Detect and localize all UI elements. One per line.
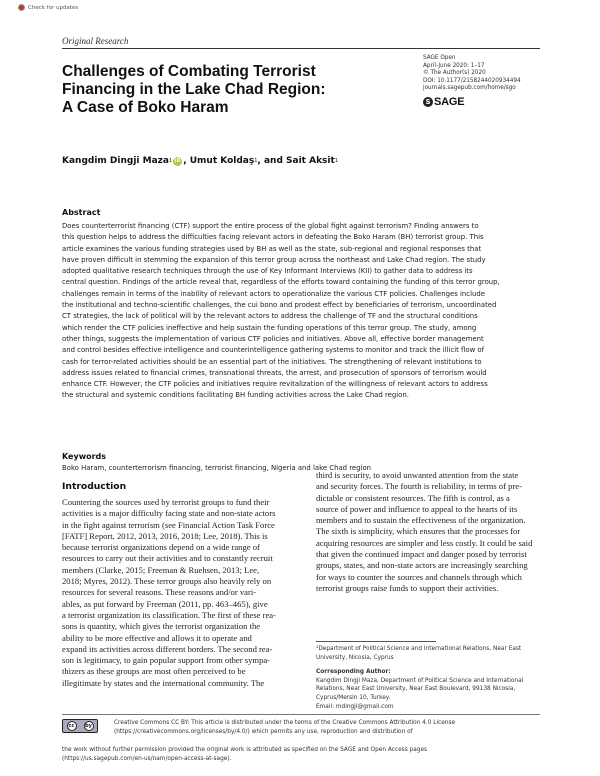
- corresponding-author-heading: Corresponding Author:: [316, 669, 391, 676]
- body-line: because terrorist organizations depend on a wide range of: [62, 542, 260, 553]
- cc-icon: cc: [67, 721, 77, 731]
- body-line: and security forces. The fourth is reliability, in terms of pre-: [316, 481, 522, 492]
- affiliation-marker: 1: [334, 158, 338, 164]
- body-line: 2018; Myres, 2012). These terror groups also heavily rely on: [62, 576, 272, 587]
- journal-meta: [423, 55, 548, 93]
- body-line: members (Clarke, 2015; Freeman & Ruehsen, 2013; Lee,: [62, 564, 260, 575]
- license-text-continued: [62, 746, 427, 765]
- abstract-line: cash for terror-related activities should be an essential part of the initiatives. The strengthening of relevant institutions to: [62, 357, 482, 366]
- author-name: Kangdim Dingji Maza: [62, 156, 169, 166]
- license-text: [114, 719, 455, 738]
- abstract-line: CT strategies, the lack of political will by the relevant actors to address the challenge of TF and the structural conditions: [62, 312, 478, 321]
- abstract-line: article examines the various funding strategies used by BH as well as the state, sub-regional and regional responses that: [62, 244, 482, 253]
- cc-by-badge[interactable]: [62, 719, 98, 733]
- abstract-line: central question. Findings of the article reveal that, regardless of the efforts toward containing the funding of this terror group,: [62, 278, 500, 287]
- body-line: [FATF] Report, 2012, 2013, 2016, 2018; Lee, 2018). This is: [62, 530, 268, 541]
- body-line: The sixth is simplicity, which ensures that the processes for: [316, 526, 521, 537]
- footnote-divider: [316, 641, 436, 642]
- body-line: activities is a major difficulty facing state and non-state actors: [62, 508, 276, 519]
- body-line: son is legitimacy, to gain popular support from other sympa-: [62, 655, 271, 666]
- abstract-line: enhance CTF. However, the CTF policies and initiatives require revitalization of the willingness of relevant actors to address: [62, 380, 488, 389]
- body-line: a terrorist organization its classification. The first of these rea-: [62, 609, 276, 620]
- abstract-line: have proven difficult in stemming the expansion of this terror group across the northeast and Lake Chad region. The study: [62, 255, 486, 264]
- affiliation-line: ¹Department of Political Science and International Relations, Near East: [316, 646, 522, 652]
- body-line: for ways to counter the sources and channels through which: [316, 571, 522, 582]
- copyright: © The Author(s) 2020: [423, 70, 486, 77]
- body-column-left: [62, 497, 298, 689]
- author-name: , and Sait Aksit: [257, 156, 335, 166]
- body-line: sons is quantity, which gives the terrorist organization the: [62, 621, 261, 632]
- by-icon: by: [85, 723, 92, 729]
- affiliation-marker: 1: [169, 158, 173, 164]
- abstract-line: the institutional and techno-scientific challenges, the cui bono and prodest effect by beneficiaries of terrorism, uncoordinated: [62, 301, 497, 310]
- journal-url[interactable]: journals.sagepub.com/home/sgo: [423, 85, 516, 92]
- email-link[interactable]: Email: mdingji@gmail.com: [316, 703, 394, 710]
- keywords-list: Boko Haram, counterterrorism financing, terrorist financing, Nigeria and lake Chad region: [62, 464, 372, 472]
- orcid-icon[interactable]: iD: [174, 157, 181, 164]
- body-line: ables, as put forward by Freeman (2011, pp. 463–465), give: [62, 598, 268, 609]
- corresponding-line: Relations, Near East University, Near East Boulevard, 99138 Nicosia,: [316, 686, 516, 693]
- footnotes: [316, 645, 542, 711]
- abstract-line: other things, suggests the implementation of various CTF policies and initiatives. Above all, effective border management: [62, 334, 484, 343]
- author-list: [62, 156, 338, 166]
- abstract-line: the structural and systemic conditions facilitating BH funding activities across the Lake Chad region.: [62, 391, 409, 400]
- body-line: Countering the sources used by terrorist groups to fund their: [62, 497, 270, 507]
- abstract-heading: Abstract: [62, 208, 101, 217]
- body-line: illegitimate by states and the international community. The: [62, 677, 265, 688]
- body-line: ability to be more effective and allows it to operate and: [62, 632, 252, 643]
- section-heading-introduction: Introduction: [62, 481, 127, 492]
- affiliation-marker: 1: [254, 158, 258, 164]
- doi-link[interactable]: DOI: 10.1177/2158244020934494: [423, 77, 521, 84]
- body-line: in the fight against terrorism (see Financial Action Task Force: [62, 519, 275, 530]
- journal-issue: April-June 2020: 1–17: [423, 62, 485, 69]
- abstract-line: adopted qualitative research techniques through the use of Key Informant Interviews (KII) to gather data to address its: [62, 267, 473, 276]
- abstract-line: this question helps to address the difficulties facing relevant actors in defeating the Boko Haram (BH) terrorist group. This: [62, 233, 484, 242]
- header-divider: [62, 48, 540, 49]
- body-line: acquiring resources are simpler and less costly. It could be said: [316, 537, 533, 548]
- body-line: thizers as these groups are most often perceived to be: [62, 666, 246, 677]
- title-line: Financing in the Lake Chad Region:: [62, 81, 326, 98]
- body-line: expand its activities across different borders. The second rea-: [62, 643, 273, 654]
- affiliation-line: University, Nicosia, Cyprus: [316, 654, 394, 661]
- journal-name: SAGE Open: [423, 55, 456, 61]
- sage-logo: [423, 96, 464, 108]
- check-for-updates-badge[interactable]: [18, 4, 78, 11]
- body-line: resources for several reasons. These reasons and/or vari-: [62, 587, 257, 598]
- license-url[interactable]: (https://creativecommons.org/licenses/by/4.0/) which permits any use, reproduction and distribution of: [114, 729, 413, 736]
- abstract-line: which render the CTF policies ineffective and help sustain the funding operations of this terror group. The study, among: [62, 323, 477, 332]
- update-badge-label: Check for updates: [28, 4, 79, 11]
- body-line: groups, states, and non-state actors are increasingly searching: [316, 560, 528, 571]
- license-url[interactable]: (https://us.sagepub.com/en-us/nam/open-access-at-sage).: [62, 756, 232, 763]
- keywords-heading: Keywords: [62, 452, 107, 461]
- corresponding-line: Cyprus/Mersin 10, Turkey.: [316, 694, 391, 701]
- article-genre: Original Research: [62, 36, 129, 46]
- body-column-right: [316, 470, 542, 594]
- body-line: dictable or consistent resources. The fifth is control, as a: [316, 492, 510, 503]
- body-line: resources to carry out their activities and to constantly recruit: [62, 553, 273, 564]
- abstract-line: and control besides effective intelligence and counterintelligence gathering systems to monitor and track the illicit flow of: [62, 346, 485, 355]
- article-title: [62, 63, 392, 117]
- sage-logo-icon: S: [423, 97, 433, 107]
- license-line: Creative Commons CC BY: This article is distributed under the terms of the Creative Commons Attribution 4.0 License: [114, 720, 456, 726]
- update-icon: [18, 4, 25, 11]
- title-line: Challenges of Combating Terrorist: [62, 63, 316, 80]
- body-line: source of power and influence to appeal to the hearts of its: [316, 503, 518, 514]
- title-line: A Case of Boko Haram: [62, 99, 229, 116]
- sage-logo-text: SAGE: [434, 96, 465, 108]
- abstract-body: [62, 221, 540, 402]
- license-divider: [62, 714, 540, 715]
- body-line: that given the continued impact and danger posed by terrorist: [316, 549, 527, 560]
- author-name: , Umut Koldaş: [183, 156, 255, 166]
- body-line: third is security, to avoid unwanted attention from the state: [316, 470, 519, 480]
- license-line: the work without further permission provided the original work is attributed as specified on the SAGE and Open Access pages: [62, 747, 428, 753]
- body-line: terrorist groups raise funds to support their activities.: [316, 582, 499, 593]
- abstract-line: Does counterterrorist financing (CTF) support the entire process of the global fight against terrorism? Finding answers to: [62, 222, 479, 230]
- body-line: members and to sustain the effectiveness of the organization.: [316, 515, 526, 526]
- corresponding-line: Kangdim Dingji Maza, Department of Political Science and International: [316, 677, 524, 684]
- abstract-line: address issues related to financial crimes, transnational threats, the arrest, and prosecution of sponsors of terrorism would: [62, 368, 487, 377]
- abstract-line: challenges remain in terms of the inability of relevant actors to operationalize the various CTF policies. Challenges include: [62, 289, 485, 298]
